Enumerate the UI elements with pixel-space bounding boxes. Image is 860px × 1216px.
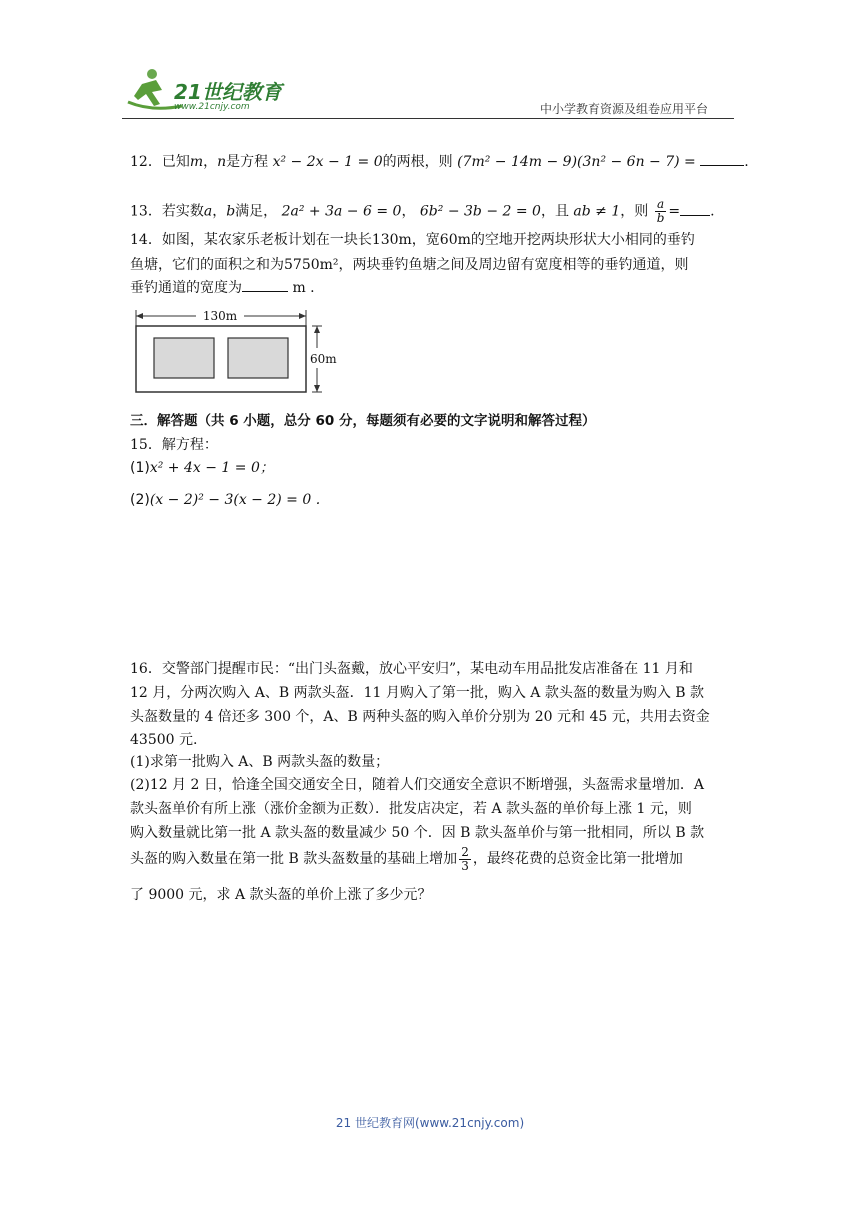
q13-equals: = <box>668 203 681 220</box>
q12-end: . <box>744 154 749 170</box>
q13-condition: ab ≠ 1 <box>573 203 621 220</box>
question-14-line1: 14．如图，某农家乐老板计划在一块长130m，宽60m的空地开挖两块形状大小相同的垂钓 <box>130 232 695 248</box>
pond-figure <box>126 306 346 398</box>
question-16-part2-line3: 购入数量就比第一批 A 款头盔的数量减少 50 个．因 B 款头盔单价与第一批相同，所以 B 款 <box>130 825 705 841</box>
header-divider <box>122 118 734 119</box>
q12-equation: x² − 2x − 1 = 0 <box>272 154 383 170</box>
q13-eq1: 2a² + 3a − 6 = 0 <box>281 203 402 220</box>
question-14-line3: 垂钓通道的宽度为 m . <box>130 280 315 296</box>
question-14-line2: 鱼塘，它们的面积之和为5750m²，两块垂钓鱼塘之间及周边留有宽度相等的垂钓通道，则 <box>130 257 689 273</box>
platform-name: 中小学教育资源及组卷应用平台 <box>540 102 709 116</box>
question-16-part2-line1: (2)12 月 2 日，恰逢全国交通安全日，随着人们交通安全意识不断增强，头盔需求量增加．A <box>130 777 705 793</box>
q13-prefix: 13．若实数 <box>130 203 204 220</box>
fraction-a-over-b: $\frac{a}{b}$ <box>656 197 665 225</box>
q13-sep: ， <box>212 203 227 220</box>
page-footer: 21 世纪教育网(www.21cnjy.com) <box>335 1116 525 1130</box>
q12-text2: 的两根，则 <box>382 154 453 170</box>
answer-blank[interactable] <box>680 203 710 216</box>
question-16-part2-line4: 头盔的购入数量在第一批 B 款头盔数量的基础上增加 $\frac{2}{3}$ ，最终花费的总资金比第一批增加 <box>130 844 683 873</box>
q13-text: 满足， <box>235 203 278 220</box>
question-15-title: 15．解方程： <box>130 437 218 453</box>
fraction-two-thirds: $\frac{2}{3}$ <box>461 844 469 873</box>
question-15-part2: (2)(x − 2)² − 3(x − 2) = 0 . <box>130 492 321 508</box>
q15-equation-1: x² + 4x − 1 = 0； <box>149 460 274 476</box>
q15-equation-2: (x − 2)² − 3(x − 2) = 0 . <box>149 492 321 508</box>
question-15-part1: (1)x² + 4x − 1 = 0； <box>130 460 274 476</box>
question-16-line1: 16．交警部门提醒市民：“出门头盔戴，放心平安归”，某电动车用品批发店准备在 11 月和 <box>130 661 693 677</box>
section-3-heading: 三．解答题（共 6 小题，总分 60 分，每题须有必要的文字说明和解答过程） <box>130 413 596 429</box>
answer-blank[interactable] <box>242 279 288 292</box>
logo-text: 21世纪教育 <box>174 80 282 104</box>
q13-eq2: 6b² − 3b − 2 = 0 <box>419 203 541 220</box>
length-label: 130m <box>202 309 238 323</box>
q13-end: . <box>710 203 715 220</box>
question-16-part2-line5: 了 9000 元，求 A 款头盔的单价上涨了多少元？ <box>130 887 432 903</box>
question-16-line4: 43500 元. <box>130 732 198 748</box>
q12-text: 是方程 <box>226 154 269 170</box>
question-13: 13．若实数a，b满足， 2a² + 3a − 6 = 0， 6b² − 3b − 2 = 0，且 ab ≠ 1，则 $\frac{a}{b}$ = . <box>130 197 715 225</box>
question-16-part1: (1)求第一批购入 A、B 两款头盔的数量； <box>130 754 390 770</box>
width-label: 60m <box>310 352 337 366</box>
question-16-line3: 头盔数量的 4 倍还多 300 个，A、B 两种头盔的购入单价分别为 20 元和 45 元，共用去资金 <box>130 709 710 725</box>
question-16-part2-line2: 款头盔单价有所上涨（涨价金额为正数）．批发店决定，若 A 款头盔的单价每上涨 1 元，则 <box>130 801 692 817</box>
q12-expression: (7m² − 14m − 9)(3n² − 6n − 7) = <box>457 154 696 170</box>
q13-text2: ，且 <box>540 203 569 220</box>
q12-prefix: 12．已知 <box>130 154 190 170</box>
q13-text3: ，则 <box>620 203 649 220</box>
answer-blank[interactable] <box>700 153 744 166</box>
logo-url: www.21cnjy.com <box>174 102 250 112</box>
question-16-line2: 12 月，分两次购入 A、B 两款头盔．11 月购入了第一批，购入 A 款头盔的数量为购入 B 款 <box>130 685 705 701</box>
question-12: 12．已知m，n是方程 x² − 2x − 1 = 0的两根，则 (7m² − 14m − 9)(3n² − 6n − 7) = . <box>130 154 749 170</box>
logo <box>122 66 292 116</box>
q12-sep: ， <box>203 154 218 170</box>
